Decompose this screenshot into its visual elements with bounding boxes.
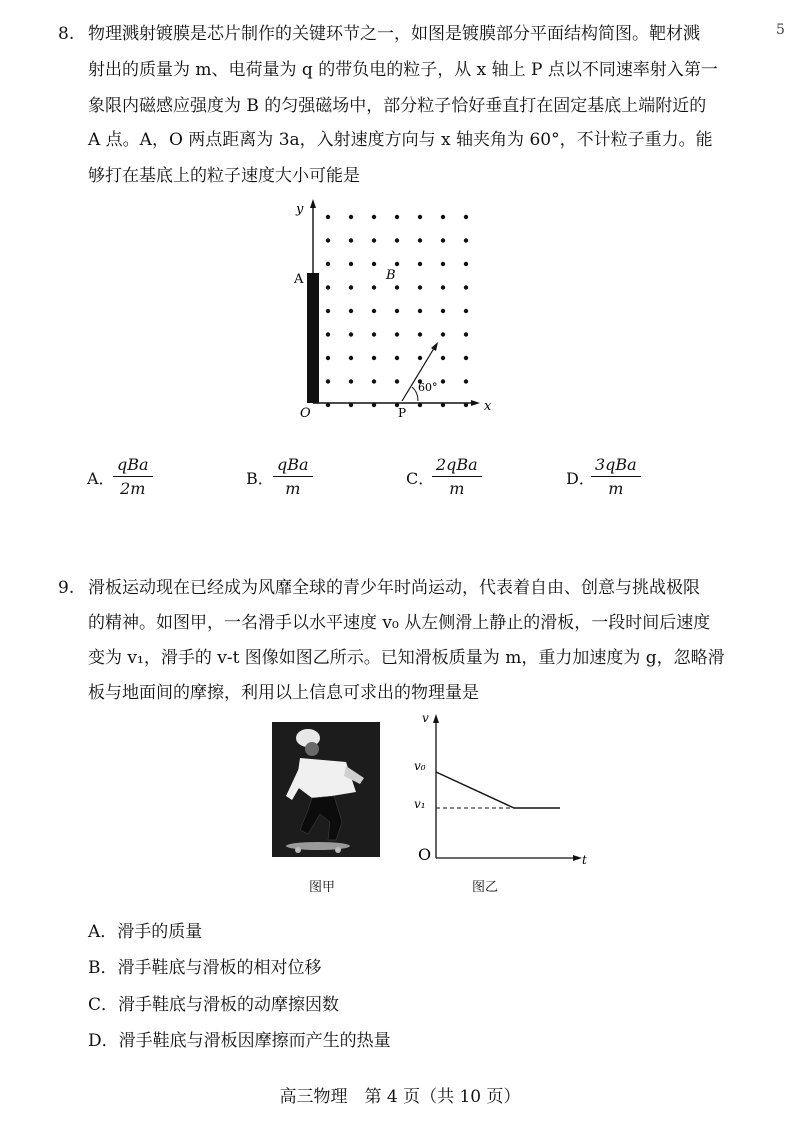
- field-dot: [372, 379, 376, 383]
- field-dot: [349, 285, 353, 289]
- page-footer: 高三物理 第 4 页（共 10 页）: [279, 1087, 521, 1107]
- field-dot: [464, 238, 468, 242]
- field-dot: [326, 238, 330, 242]
- field-dot: [326, 356, 330, 360]
- question-8-line-4: A 点。A，O 两点距离为 3a，入射速度方向与 x 轴夹角为 60°，不计粒子重力。能: [88, 130, 713, 150]
- angle-label: 60°: [418, 381, 438, 394]
- field-dot: [372, 262, 376, 266]
- point-p-label: P: [398, 406, 407, 420]
- field-dot: [464, 379, 468, 383]
- field-dot: [326, 262, 330, 266]
- field-dot: [326, 309, 330, 313]
- magnetic-field-diagram: [280, 195, 510, 425]
- question-8-line-5: 够打在基底上的粒子速度大小可能是: [88, 166, 360, 186]
- field-dot: [349, 379, 353, 383]
- substrate-bar: [307, 273, 319, 403]
- option-d-fraction: [591, 455, 641, 498]
- v0-label: v₀: [414, 759, 426, 773]
- vt-graph: [412, 708, 592, 868]
- option-c-numerator: 2qBa: [432, 455, 482, 477]
- field-dot: [349, 309, 353, 313]
- field-dot: [372, 238, 376, 242]
- question-8-line-2: 射出的质量为 m、电荷量为 q 的带负电的粒子，从 x 轴上 P 点以不同速率射入第一: [88, 60, 718, 80]
- field-dot: [395, 262, 399, 266]
- field-dot: [395, 379, 399, 383]
- field-dot: [418, 356, 422, 360]
- field-dot: [464, 262, 468, 266]
- option-b-numerator: qBa: [273, 455, 313, 477]
- field-dot: [441, 215, 445, 219]
- field-dot: [326, 403, 330, 407]
- velocity-line: [436, 772, 560, 808]
- field-dot: [326, 215, 330, 219]
- field-dot: [349, 215, 353, 219]
- field-dot: [441, 379, 445, 383]
- field-dot: [372, 332, 376, 336]
- q9-choice-c: C．滑手鞋底与滑板的动摩擦因数: [88, 995, 340, 1015]
- field-dot: [395, 285, 399, 289]
- field-dot: [441, 238, 445, 242]
- field-dot: [349, 403, 353, 407]
- field-dot: [441, 285, 445, 289]
- option-b-denominator: m: [285, 479, 301, 498]
- t-axis-label: t: [582, 853, 587, 867]
- option-a-denominator: 2m: [120, 479, 146, 498]
- field-dot: [441, 309, 445, 313]
- question-9-line-4: 板与地面间的摩擦，利用以上信息可求出的物理量是: [88, 683, 479, 703]
- figure-jia-caption: 图甲: [309, 880, 336, 895]
- x-axis-label: x: [484, 399, 492, 414]
- skateboarder-photo: [272, 722, 380, 857]
- option-b-fraction: [273, 455, 313, 498]
- origin-label: O: [300, 406, 311, 421]
- option-c-letter: C．: [406, 469, 435, 488]
- q9-choice-d: D．滑手鞋底与滑板因摩擦而产生的热量: [88, 1031, 391, 1051]
- question-8-line-3: 象限内磁感应强度为 B 的匀强磁场中，部分粒子恰好垂直打在固定基底上端附近的: [88, 96, 707, 116]
- field-dot: [372, 403, 376, 407]
- field-dot: [372, 215, 376, 219]
- field-dot: [326, 379, 330, 383]
- question-8-line-1: 物理溅射镀膜是芯片制作的关键环节之一，如图是镀膜部分平面结构简图。靶材溅: [88, 24, 700, 44]
- field-dot: [464, 215, 468, 219]
- field-dot: [441, 403, 445, 407]
- field-dot: [372, 309, 376, 313]
- field-dot: [349, 356, 353, 360]
- option-a-letter: A．: [87, 469, 115, 488]
- v1-label: v₁: [414, 797, 426, 811]
- option-c-fraction: [432, 455, 482, 498]
- corner-mark: 5: [776, 22, 785, 38]
- field-dot: [418, 262, 422, 266]
- field-dot: [464, 403, 468, 407]
- option-d-numerator: 3qBa: [591, 455, 641, 477]
- field-dot: [441, 332, 445, 336]
- field-dot: [418, 215, 422, 219]
- y-axis-label: y: [296, 202, 304, 217]
- option-d-letter: D．: [566, 469, 595, 488]
- option-a-fraction: [113, 455, 153, 498]
- field-dot: [441, 262, 445, 266]
- field-dot: [395, 238, 399, 242]
- field-dot: [395, 356, 399, 360]
- question-8-number: 8.: [58, 24, 75, 44]
- field-dot: [326, 285, 330, 289]
- field-dot: [395, 215, 399, 219]
- field-dot: [349, 262, 353, 266]
- question-9-line-3: 变为 v₁，滑手的 v-t 图像如图乙所示。已知滑板质量为 m，重力加速度为 g，忽略滑: [88, 648, 725, 668]
- field-dot: [418, 403, 422, 407]
- field-dot: [418, 238, 422, 242]
- option-b-letter: B．: [246, 469, 274, 488]
- option-d-denominator: m: [608, 479, 624, 498]
- field-dot: [349, 238, 353, 242]
- field-dot: [418, 285, 422, 289]
- question-9-line-1: 滑板运动现在已经成为风靡全球的青少年时尚运动，代表着自由、创意与挑战极限: [88, 578, 700, 598]
- q9-choice-a: A．滑手的质量: [88, 922, 203, 942]
- v-axis-label: v: [422, 711, 429, 725]
- field-dot: [395, 309, 399, 313]
- field-dot: [372, 356, 376, 360]
- field-dot: [349, 332, 353, 336]
- option-a-numerator: qBa: [113, 455, 153, 477]
- field-dot: [418, 332, 422, 336]
- figure-yi-caption: 图乙: [472, 880, 499, 895]
- field-dot: [464, 309, 468, 313]
- field-dot: [372, 285, 376, 289]
- graph-origin-label: O: [418, 845, 432, 864]
- question-9-line-2: 的精神。如图甲，一名滑手以水平速度 v₀ 从左侧滑上静止的滑板，一段时间后速度: [88, 613, 711, 633]
- field-dot: [326, 332, 330, 336]
- field-dot: [464, 332, 468, 336]
- field-b-label: B: [386, 268, 396, 283]
- field-dot: [464, 356, 468, 360]
- option-c-denominator: m: [449, 479, 465, 498]
- point-a-label: A: [294, 272, 304, 287]
- question-9-number: 9.: [58, 578, 75, 598]
- field-dot: [464, 285, 468, 289]
- field-dot: [395, 332, 399, 336]
- field-dot: [441, 356, 445, 360]
- field-dots: [326, 215, 468, 407]
- q9-choice-b: B．滑手鞋底与滑板的相对位移: [88, 958, 322, 978]
- field-dot: [418, 309, 422, 313]
